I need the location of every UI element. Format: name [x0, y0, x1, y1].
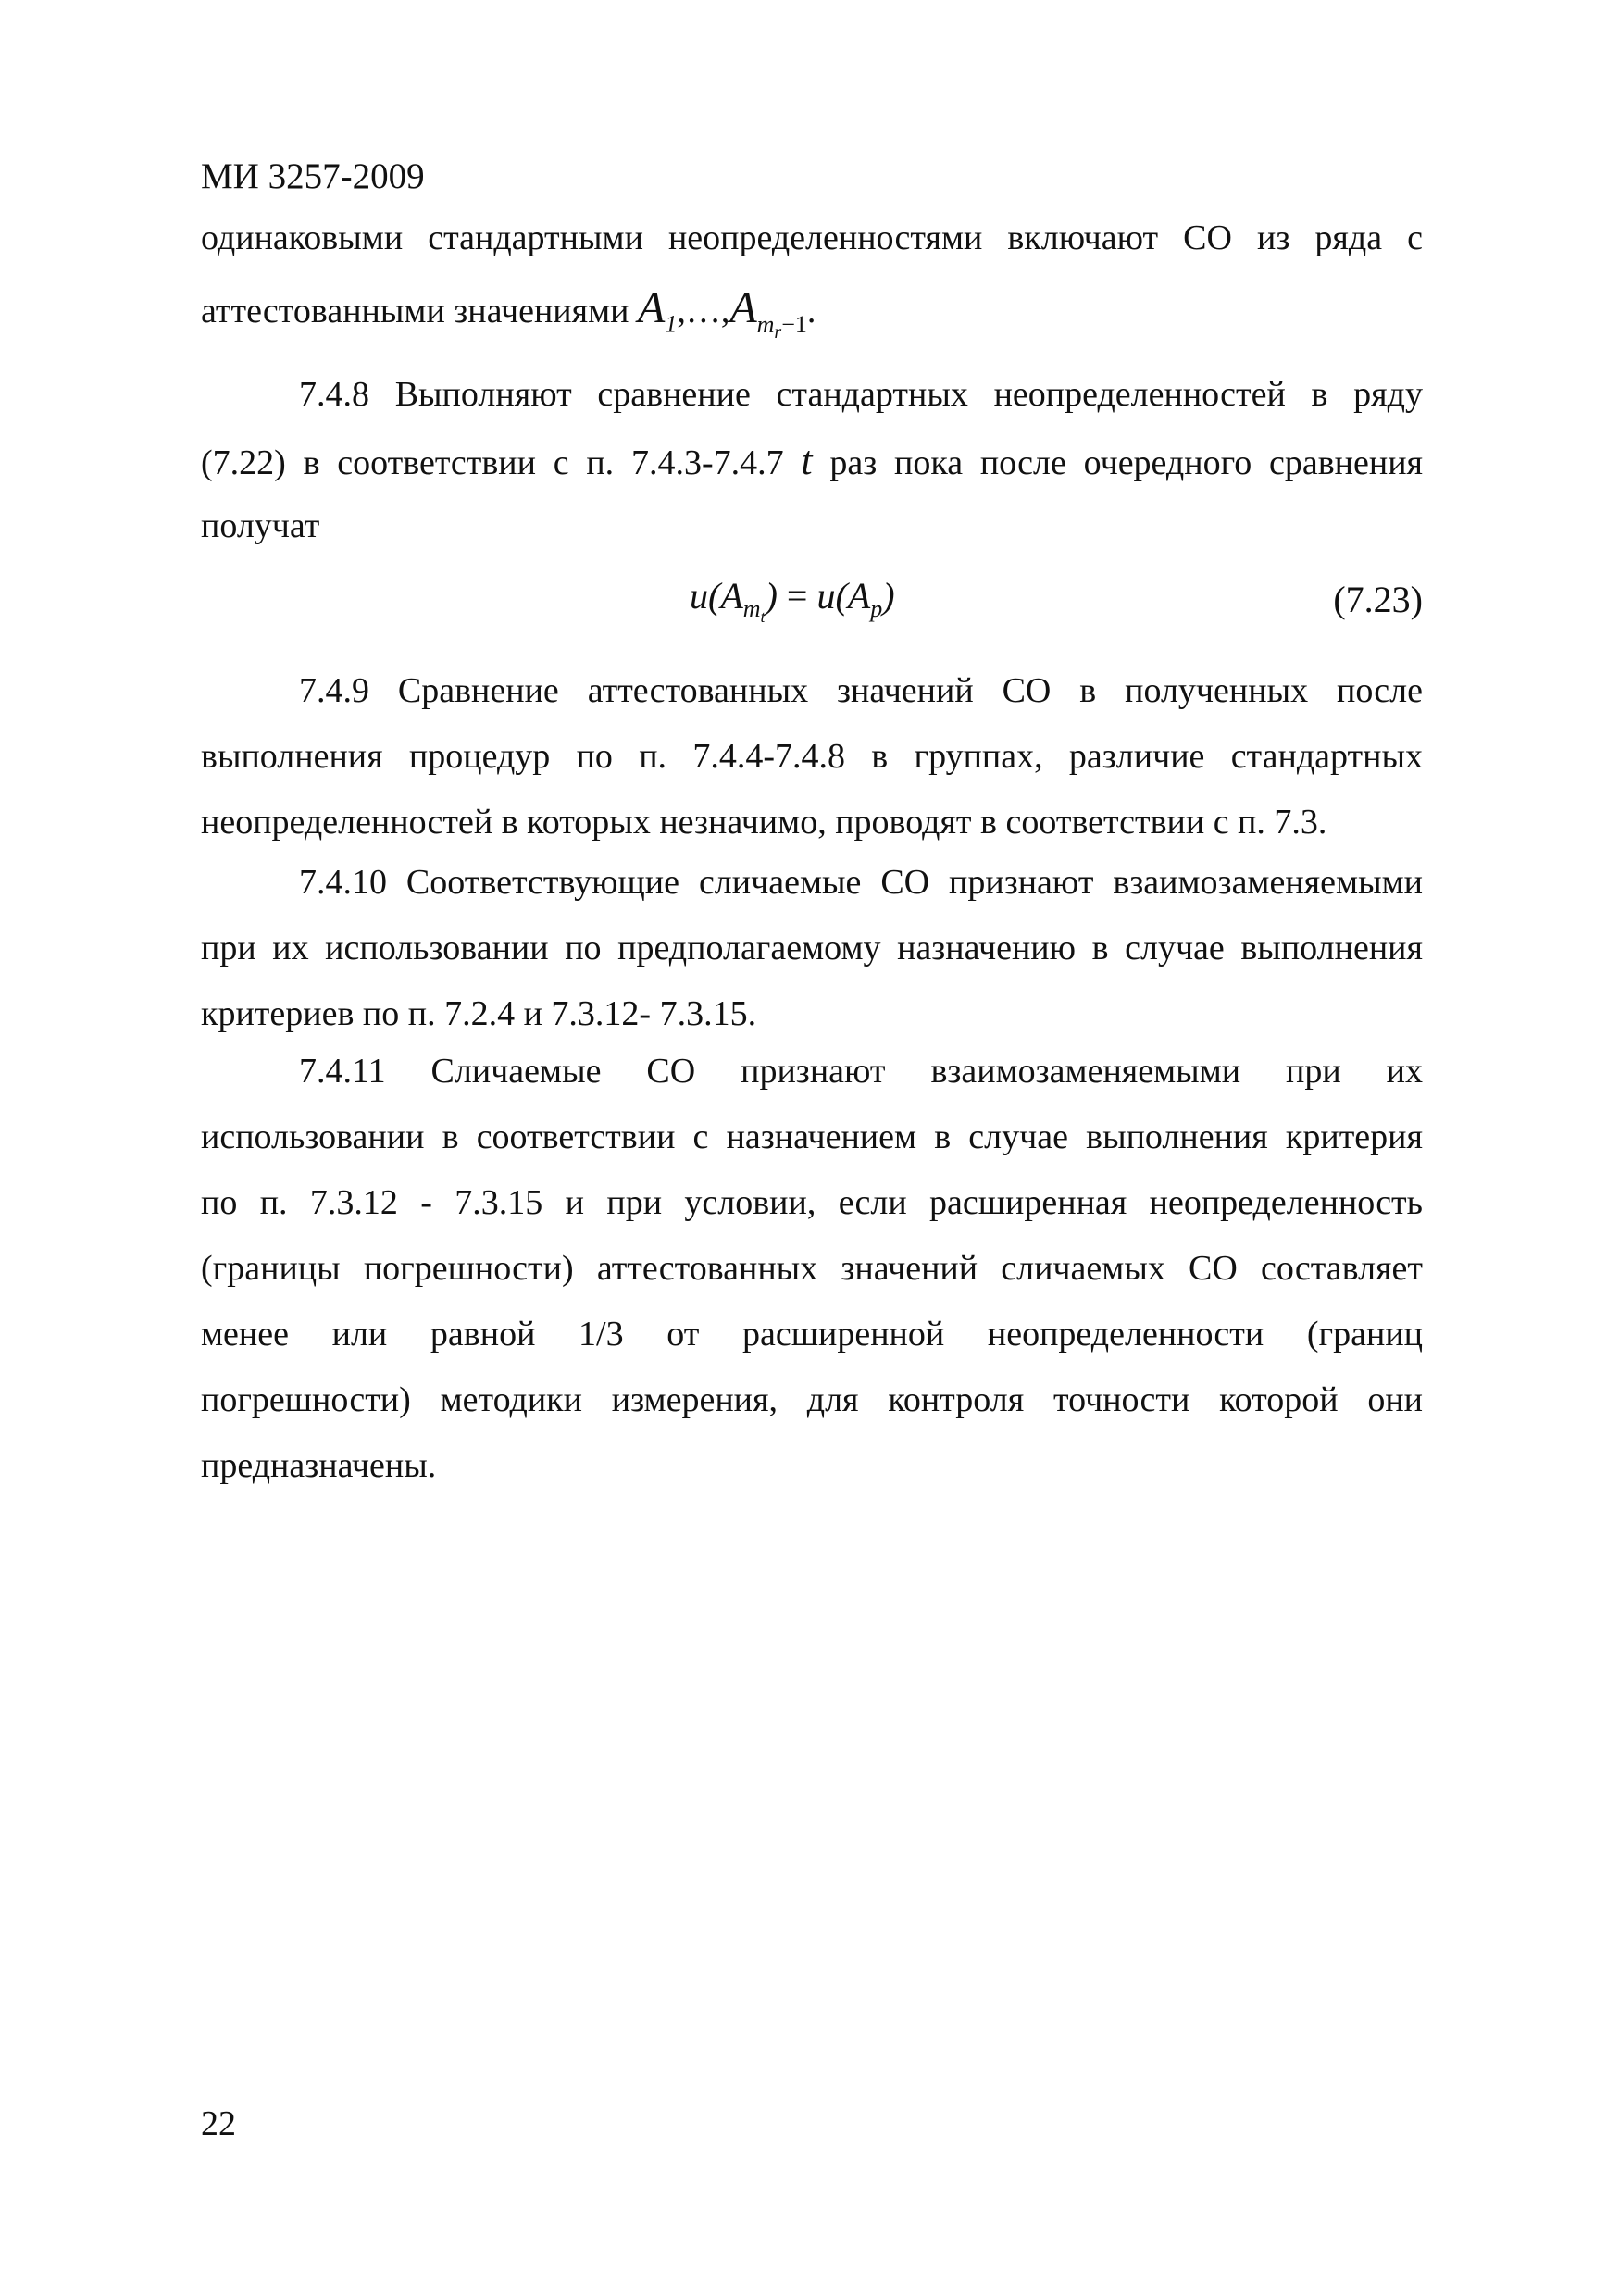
equation-number: (7.23) — [1333, 579, 1423, 620]
paragraph-line: одинаковыми стандартными неопределенностями включают СО из ряда с — [201, 218, 1423, 257]
paragraph-line: 7.4.10 Соответствующие сличаемые СО признают взаимозаменяемыми — [299, 863, 1423, 902]
paragraph-7-4-8 — [201, 362, 1423, 559]
paragraph-line: использовании в соответствии с назначением в случае выполнения критерия — [201, 1117, 1423, 1156]
paragraph-line: 7.4.8 Выполняют сравнение стандартных неопределенностей в ряду — [299, 375, 1423, 414]
page-number: 22 — [201, 2104, 236, 2143]
document-header: МИ 3257-2009 — [201, 156, 425, 196]
paragraph-7-4-11 — [201, 1039, 1423, 1499]
paragraph-7-4-9 — [201, 658, 1423, 855]
variable-t: t — [801, 438, 813, 483]
paragraph-line-with-formula: аттестованными значениями $A_1,\dots,A_{m_r-1}$. — [201, 283, 816, 343]
paragraph-line: по п. 7.3.12 - 7.3.15 и при условии, если расширенная неопределенность — [201, 1183, 1423, 1222]
paragraph-continuation — [201, 206, 1423, 345]
paragraph-line: менее или равной 1/3 от расширенной неопределенности (границ — [201, 1315, 1423, 1354]
equation-expression: $u(A_{m_t}) = u(A_p)$ — [690, 575, 895, 627]
paragraph-text: аттестованными значениями — [201, 292, 629, 331]
paragraph-line: (7.22) в соответствии с п. 7.4.3-7.4.7 t раз пока после очередного сравнения — [201, 438, 1424, 483]
inline-formula: $A_1,\dots,A_{m_r-1}$ — [637, 283, 807, 343]
paragraph-line: при их использовании по предполагаемому назначению в случае выполнения — [201, 929, 1423, 967]
paragraph-line: предназначены. — [201, 1446, 437, 1485]
paragraph-line: получат — [201, 506, 320, 545]
paragraph-line: 7.4.11 Сличаемые СО признают взаимозаменяемыми при их — [299, 1052, 1423, 1091]
equation-7-23 — [201, 574, 1423, 643]
paragraph-line: погрешности) методики измерения, для контроля точности которой они — [201, 1380, 1423, 1419]
paragraph-line: неопределенностей в которых незначимо, проводят в соответствии с п. 7.3. — [201, 803, 1327, 842]
paragraph-7-4-10 — [201, 850, 1423, 1047]
paragraph-line: (границы погрешности) аттестованных значений сличаемых СО составляет — [201, 1249, 1423, 1288]
paragraph-line: критериев по п. 7.2.4 и 7.3.12- 7.3.15. — [201, 994, 757, 1033]
paragraph-line: 7.4.9 Сравнение аттестованных значений СО в полученных после — [299, 671, 1423, 710]
paragraph-line: выполнения процедур по п. 7.4.4-7.4.8 в группах, различие стандартных — [201, 737, 1423, 776]
